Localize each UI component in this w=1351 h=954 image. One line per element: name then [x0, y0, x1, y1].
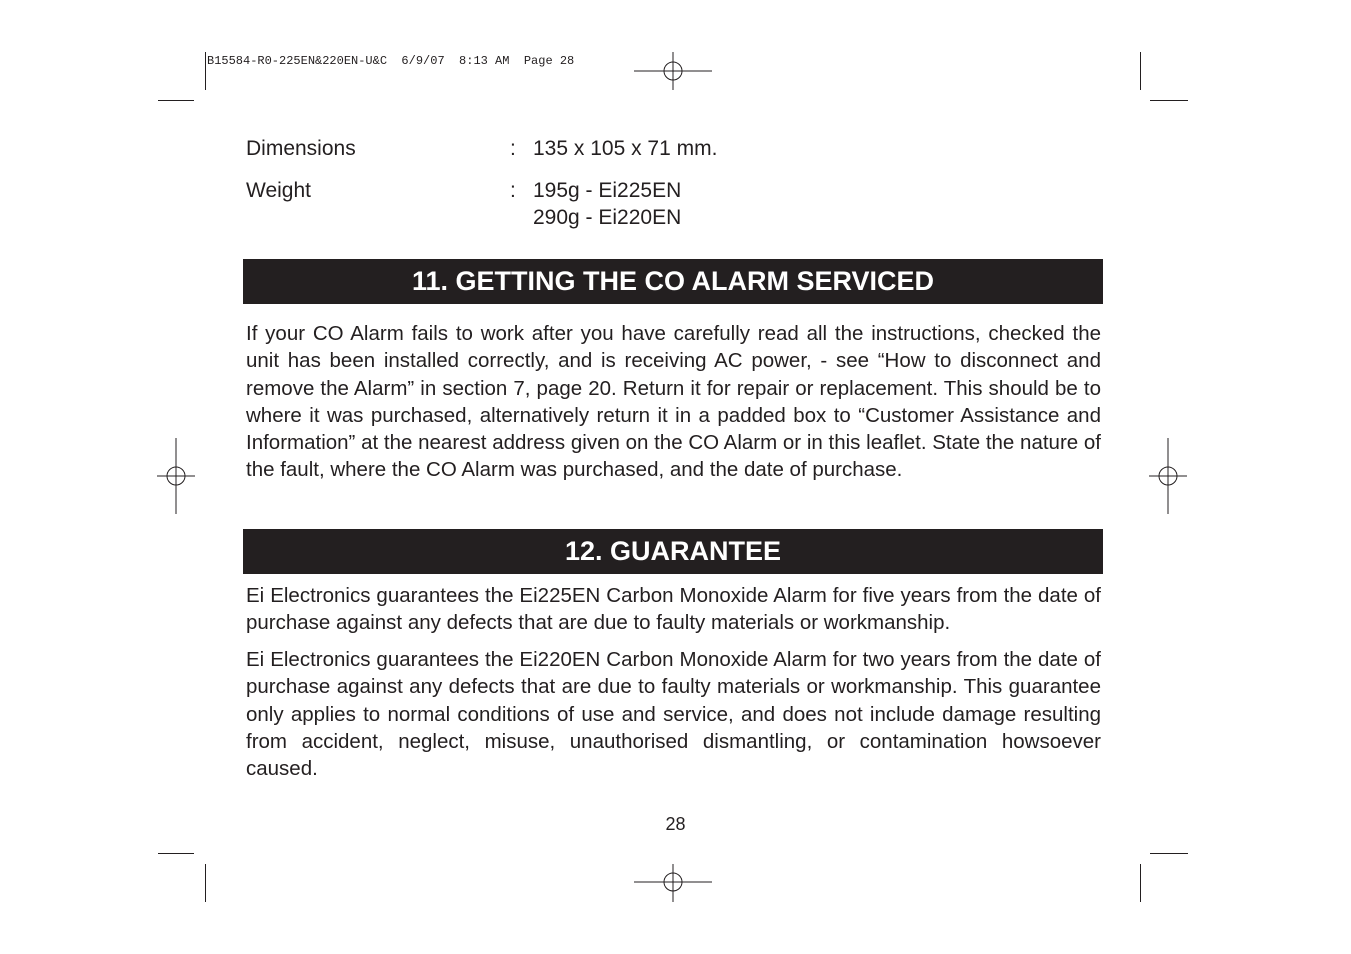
registration-mark-icon: [157, 438, 195, 514]
spec-label: Dimensions: [246, 137, 356, 160]
crop-mark: [205, 52, 206, 90]
spec-value: 290g - Ei220EN: [533, 206, 682, 229]
registration-mark-icon: [1149, 438, 1187, 514]
crop-mark: [1150, 853, 1188, 854]
crop-mark: [1140, 864, 1141, 902]
crop-mark: [158, 853, 194, 854]
page-number: 28: [665, 814, 686, 834]
servicing-paragraph: If your CO Alarm fails to work after you have carefully read all the instructions, checked the unit has been installed correctly, and is receiving AC power, - see “How to disconnect and remove the Alarm” in section 7, page 20. Return it for repair or replacement. This should be to where it was purchased, alternatively return it in a padded box to “Customer Assistance and Information” at the nearest address given on the CO Alarm or in this leaflet. State the nature of the fault, where the CO Alarm was purchased, and the date of purchase.: [246, 322, 1101, 482]
spec-colon: :: [510, 179, 516, 202]
guarantee-paragraph-1: Ei Electronics guarantees the Ei225EN Carbon Monoxide Alarm for five years from the date of purchase against any defects that are due to faulty materials or workmanship.: [246, 584, 1101, 635]
spec-row-weight: [246, 177, 946, 231]
registration-mark-icon: [634, 52, 712, 90]
printer-slug: B15584-R0-225EN&220EN-U&C 6/9/07 8:13 AM Page 28: [207, 54, 575, 68]
spec-colon: :: [510, 137, 516, 160]
section-heading-guarantee: 12. GUARANTEE: [243, 529, 1103, 574]
crop-mark: [1140, 52, 1141, 90]
spec-value: 135 x 105 x 71 mm.: [533, 137, 718, 160]
spec-row-dimensions: [246, 135, 946, 162]
spec-value: 195g - Ei225EN: [533, 179, 682, 202]
spec-label: Weight: [246, 179, 311, 202]
crop-mark: [1150, 100, 1188, 101]
registration-mark-icon: [634, 864, 712, 902]
crop-mark: [158, 100, 194, 101]
guarantee-paragraph-2: Ei Electronics guarantees the Ei220EN Carbon Monoxide Alarm for two years from the date of purchase against any defects that are due to faulty materials or workmanship. This guarantee only applies to normal conditions of use and service, and does not include damage resulting from accident, neglect, misuse, unauthorised dismantling, or contamination howsoever caused.: [246, 648, 1101, 781]
crop-mark: [205, 864, 206, 902]
section-heading-servicing: 11. GETTING THE CO ALARM SERVICED: [243, 259, 1103, 304]
